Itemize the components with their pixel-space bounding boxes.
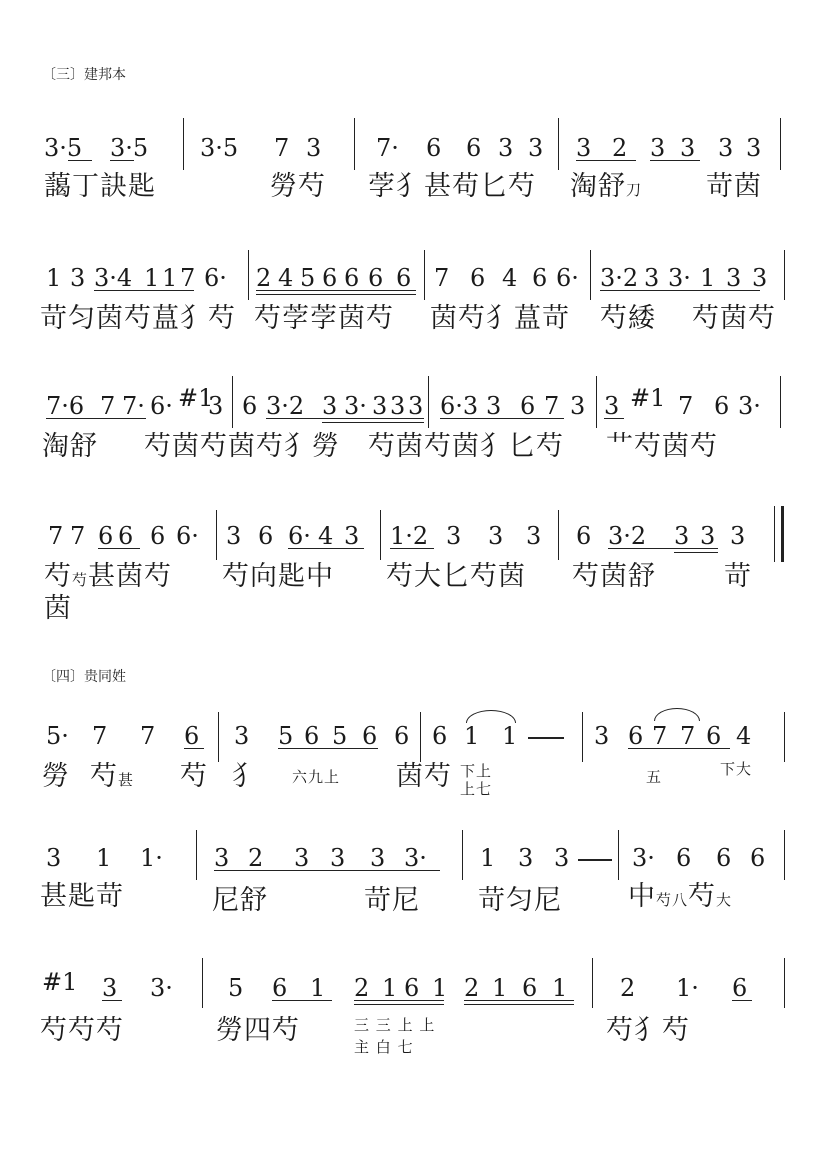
barline bbox=[196, 830, 197, 880]
note: 6 bbox=[732, 974, 748, 1002]
jianzi-line: 苛尼 bbox=[364, 885, 420, 916]
note: 3 bbox=[226, 522, 242, 550]
note: 3 bbox=[330, 844, 346, 872]
note: 3· bbox=[632, 844, 655, 872]
barline bbox=[428, 376, 429, 428]
underline bbox=[256, 294, 416, 295]
jianzi-line: 茵芍犭蒀苛 bbox=[430, 303, 570, 334]
underline bbox=[46, 418, 146, 419]
note: 6 bbox=[118, 522, 134, 550]
note: 6 bbox=[676, 844, 692, 872]
sustain-dash bbox=[528, 737, 564, 739]
note: 6· bbox=[150, 392, 173, 420]
note: 1 bbox=[480, 844, 496, 872]
note: 1 bbox=[46, 264, 62, 292]
barline bbox=[784, 250, 785, 300]
note: 3· bbox=[150, 974, 173, 1002]
note: 6 bbox=[532, 264, 548, 292]
underline bbox=[732, 1000, 752, 1001]
underline bbox=[608, 548, 718, 549]
note: 6 bbox=[520, 392, 536, 420]
note: 6 bbox=[714, 392, 730, 420]
note: 6· bbox=[204, 264, 227, 292]
barline bbox=[774, 506, 775, 562]
underline bbox=[604, 418, 624, 419]
note: 4 bbox=[278, 264, 294, 292]
note: 3 bbox=[528, 134, 544, 162]
note: 6 bbox=[522, 974, 538, 1002]
note: 6 bbox=[576, 522, 592, 550]
note: 3 bbox=[650, 134, 666, 162]
note: 3· bbox=[344, 392, 367, 420]
note: 3 bbox=[234, 722, 250, 750]
note: 3 bbox=[306, 134, 322, 162]
note: 3·2 bbox=[608, 522, 647, 550]
barline bbox=[618, 830, 619, 880]
note: 3 bbox=[604, 392, 620, 420]
note: 7 bbox=[100, 392, 116, 420]
note: 1 bbox=[310, 974, 326, 1002]
jianzi-line: 芍大匕芍茵 bbox=[386, 561, 526, 592]
note: 6 bbox=[716, 844, 732, 872]
jianzi-line: 淘舒刀 bbox=[570, 171, 643, 202]
note: 7 bbox=[70, 522, 86, 550]
jianzi-line: 芍緌 bbox=[600, 303, 656, 334]
note: 6 bbox=[304, 722, 320, 750]
note: 3 bbox=[46, 844, 62, 872]
note: #1 bbox=[42, 968, 78, 996]
note: 6 bbox=[150, 522, 166, 550]
section-title: 〔四〕贵同姓 bbox=[42, 669, 126, 685]
section-title: 〔三〕建邦本 bbox=[42, 67, 126, 83]
slur bbox=[654, 708, 700, 721]
jianzi-line: 苛 bbox=[724, 561, 752, 592]
note: 4 bbox=[502, 264, 518, 292]
jianzi-line: 藹丁訣匙 bbox=[44, 171, 156, 202]
note: 5 bbox=[332, 722, 348, 750]
note: 6·3 bbox=[440, 392, 479, 420]
note: 1 bbox=[552, 974, 568, 1002]
jianzi-line: 苛匀尼 bbox=[478, 885, 562, 916]
barline bbox=[558, 510, 559, 560]
note: 6 bbox=[258, 522, 274, 550]
jianzi-line: 芍茵舒 bbox=[572, 561, 656, 592]
underline bbox=[266, 418, 424, 419]
note: 3 bbox=[446, 522, 462, 550]
note: 7 bbox=[48, 522, 64, 550]
barline bbox=[592, 958, 593, 1008]
note: 6· bbox=[288, 522, 311, 550]
jianzi-line: 芍茵芍茵芍犭勞 bbox=[144, 431, 340, 462]
note: 7·6 bbox=[46, 392, 85, 420]
underline bbox=[272, 1000, 332, 1001]
underline bbox=[102, 1000, 122, 1001]
underline bbox=[94, 290, 194, 291]
note: 1 bbox=[96, 844, 112, 872]
note: 3 bbox=[674, 522, 690, 550]
note: 7 bbox=[434, 264, 450, 292]
underline bbox=[674, 552, 718, 553]
note: 5 bbox=[228, 974, 244, 1002]
note: 3 bbox=[700, 522, 716, 550]
jianzi-line: 淘舒 bbox=[42, 431, 98, 462]
note: 3·5 bbox=[200, 134, 239, 162]
note: 5· bbox=[46, 722, 69, 750]
note: 6 bbox=[466, 134, 482, 162]
jianzi-line: 芍犭芍 bbox=[606, 1015, 690, 1046]
note: 3 bbox=[644, 264, 660, 292]
note: 2 bbox=[248, 844, 264, 872]
note: 3 bbox=[214, 844, 230, 872]
barline bbox=[216, 510, 217, 560]
barline bbox=[202, 958, 203, 1008]
barline bbox=[380, 510, 381, 560]
note: 5 bbox=[300, 264, 316, 292]
note: 3 bbox=[730, 522, 746, 550]
note: 3 bbox=[390, 392, 406, 420]
note: 6 bbox=[750, 844, 766, 872]
note: 3 bbox=[570, 392, 586, 420]
sustain-dash bbox=[578, 859, 612, 861]
note: 7 bbox=[92, 722, 108, 750]
underline bbox=[354, 1000, 444, 1001]
note: 3·5 bbox=[110, 134, 149, 162]
note: 7 bbox=[680, 722, 696, 750]
jianzi-line: 茡犭甚苟匕芍 bbox=[368, 171, 536, 202]
note: 6 bbox=[404, 974, 420, 1002]
jianzi-line: 勞四芍 bbox=[216, 1015, 300, 1046]
jianzi-line: 勞 bbox=[42, 761, 70, 792]
final-barline bbox=[781, 506, 784, 562]
barline bbox=[590, 250, 591, 300]
jianzi-line: 甚匙苛 bbox=[40, 881, 124, 912]
note: 6 bbox=[394, 722, 410, 750]
note: 3·5 bbox=[44, 134, 83, 162]
jianzi-line: 芍芍芍 bbox=[40, 1015, 124, 1046]
note: 2 bbox=[256, 264, 272, 292]
jianzi-line: 茵芍 bbox=[396, 761, 452, 792]
jianzi-line: 犭 bbox=[232, 761, 260, 792]
note: 3 bbox=[322, 392, 338, 420]
note: 6 bbox=[242, 392, 258, 420]
note: 6 bbox=[344, 264, 360, 292]
underline bbox=[278, 748, 378, 749]
barline bbox=[558, 118, 559, 170]
note: 3 bbox=[486, 392, 502, 420]
barline bbox=[183, 118, 184, 170]
jianzi-line: 芍甚 bbox=[90, 761, 135, 792]
underline bbox=[650, 160, 700, 161]
note: 5 bbox=[278, 722, 294, 750]
jianzi-line: 勞芍 bbox=[270, 171, 326, 202]
jianzi-line: 艹芍茵芍 bbox=[606, 431, 718, 462]
underline bbox=[390, 548, 434, 549]
note: 4 bbox=[318, 522, 334, 550]
barline bbox=[784, 830, 785, 880]
note: 6 bbox=[706, 722, 722, 750]
note: 6· bbox=[176, 522, 199, 550]
barline bbox=[354, 118, 355, 170]
note: 6 bbox=[98, 522, 114, 550]
barline bbox=[780, 118, 781, 170]
note: 1· bbox=[676, 974, 699, 1002]
note: 2 bbox=[354, 974, 370, 1002]
jianzi-line: 茵 bbox=[44, 593, 72, 624]
note: 3 bbox=[554, 844, 570, 872]
jianzi-line: 芍茵芍 bbox=[692, 303, 776, 334]
note: 1 bbox=[382, 974, 398, 1002]
note: 3 bbox=[370, 844, 386, 872]
note: 7 bbox=[180, 264, 196, 292]
barline bbox=[462, 830, 463, 880]
note: 7 bbox=[140, 722, 156, 750]
note: 6 bbox=[368, 264, 384, 292]
note: 1 bbox=[162, 264, 178, 292]
note: 1· bbox=[140, 844, 163, 872]
note: 1·2 bbox=[390, 522, 429, 550]
note: 7 bbox=[274, 134, 290, 162]
note: 1 bbox=[464, 722, 480, 750]
note: 1 bbox=[700, 264, 716, 292]
note: 3 bbox=[208, 392, 224, 420]
note: #1 bbox=[178, 384, 214, 412]
jianzi-line: 五 bbox=[646, 768, 663, 786]
note: 6 bbox=[184, 722, 200, 750]
underline bbox=[110, 160, 134, 161]
jianzi-line: 上七 bbox=[460, 780, 493, 798]
underline bbox=[464, 1000, 574, 1001]
jianzi-line: 苛茵 bbox=[706, 171, 762, 202]
underline bbox=[288, 548, 364, 549]
note: 2 bbox=[612, 134, 628, 162]
note: 3 bbox=[752, 264, 768, 292]
note: 3 bbox=[488, 522, 504, 550]
note: 3 bbox=[576, 134, 592, 162]
barline bbox=[582, 712, 583, 762]
note: 6 bbox=[432, 722, 448, 750]
barline bbox=[784, 712, 785, 762]
note: 3 bbox=[372, 392, 388, 420]
note: 2 bbox=[464, 974, 480, 1002]
underline bbox=[628, 748, 730, 749]
underline bbox=[600, 290, 760, 291]
note: 3·2 bbox=[600, 264, 639, 292]
note: 3· bbox=[738, 392, 761, 420]
jianzi-line: 下上 bbox=[460, 762, 493, 780]
note: 6 bbox=[628, 722, 644, 750]
underline bbox=[98, 548, 140, 549]
note: 7· bbox=[376, 134, 399, 162]
note: 7 bbox=[544, 392, 560, 420]
note: 3 bbox=[594, 722, 610, 750]
note: 3 bbox=[344, 522, 360, 550]
note: 3 bbox=[718, 134, 734, 162]
note: 3 bbox=[102, 974, 118, 1002]
note: 3 bbox=[70, 264, 86, 292]
barline bbox=[248, 250, 249, 300]
note: 3 bbox=[408, 392, 424, 420]
note: 6 bbox=[470, 264, 486, 292]
note: 3 bbox=[526, 522, 542, 550]
jianzi-line: 中芍八芍大 bbox=[628, 881, 733, 912]
note: 3 bbox=[680, 134, 696, 162]
note: 6· bbox=[556, 264, 579, 292]
note: 7· bbox=[122, 392, 145, 420]
note: 3 bbox=[498, 134, 514, 162]
jianzi-line: 芍 bbox=[180, 761, 208, 792]
jianzi-line: 主 白 七 bbox=[354, 1038, 414, 1056]
underline bbox=[322, 422, 424, 423]
note: 6 bbox=[362, 722, 378, 750]
barline bbox=[232, 376, 233, 428]
barline bbox=[780, 376, 781, 428]
note: 2 bbox=[620, 974, 636, 1002]
jianzi-line: 下大 bbox=[720, 760, 753, 778]
jianzi-line: 尼舒 bbox=[212, 885, 268, 916]
barline bbox=[218, 712, 219, 762]
note: 4 bbox=[736, 722, 752, 750]
note: #1 bbox=[630, 384, 666, 412]
note: 6 bbox=[396, 264, 412, 292]
note: 3·4 bbox=[94, 264, 133, 292]
jianzi-line: 苛匀茵芍蒀犭芍 bbox=[40, 303, 236, 334]
barline bbox=[420, 712, 421, 762]
jianzi-line: 芍茡茡茵芍 bbox=[254, 303, 394, 334]
note: 7 bbox=[652, 722, 668, 750]
note: 1 bbox=[492, 974, 508, 1002]
underline bbox=[440, 418, 564, 419]
underline bbox=[214, 870, 440, 871]
barline bbox=[784, 958, 785, 1008]
slur bbox=[466, 710, 516, 723]
note: 3 bbox=[518, 844, 534, 872]
note: 1 bbox=[502, 722, 518, 750]
note: 6 bbox=[272, 974, 288, 1002]
note: 3 bbox=[726, 264, 742, 292]
jianzi-line: 三 三 上 上 bbox=[354, 1016, 436, 1034]
note: 6 bbox=[322, 264, 338, 292]
note: 3 bbox=[294, 844, 310, 872]
jianzi-line: 芍芍甚茵芍 bbox=[44, 561, 173, 592]
note: 1 bbox=[432, 974, 448, 1002]
underline bbox=[464, 1004, 574, 1005]
note: 3 bbox=[746, 134, 762, 162]
barline bbox=[424, 250, 425, 300]
note: 3·2 bbox=[266, 392, 305, 420]
underline bbox=[184, 748, 204, 749]
note: 6 bbox=[426, 134, 442, 162]
note: 3· bbox=[668, 264, 691, 292]
note: 1 bbox=[144, 264, 160, 292]
underline bbox=[68, 160, 92, 161]
underline bbox=[576, 160, 636, 161]
barline bbox=[596, 376, 597, 428]
jianzi-line: 芍茵芍茵犭匕芍 bbox=[368, 431, 564, 462]
note: 7 bbox=[678, 392, 694, 420]
note: 3· bbox=[404, 844, 427, 872]
underline bbox=[354, 1004, 444, 1005]
jianzi-line: 六九上 bbox=[292, 768, 341, 786]
underline bbox=[256, 290, 416, 291]
jianzi-line: 芍向匙中 bbox=[222, 561, 334, 592]
